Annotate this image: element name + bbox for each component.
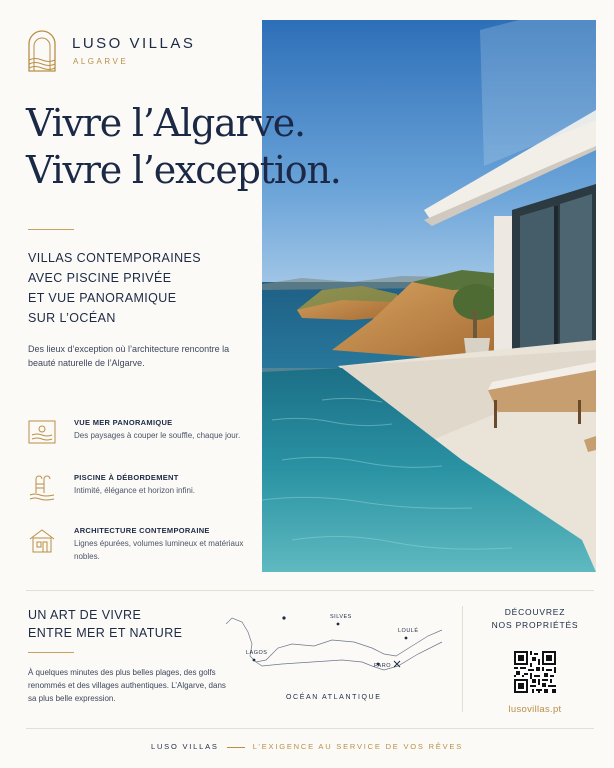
subheadline-line: AVEC PISCINE PRIVÉE: [28, 271, 172, 285]
vertical-divider: [462, 606, 463, 712]
map-ocean-label: OCÉAN ATLANTIQUE: [286, 694, 382, 701]
footer: [0, 742, 614, 751]
algarve-map: [222, 604, 448, 710]
gold-divider: [28, 229, 74, 230]
house-icon: [28, 526, 56, 554]
art-de-vivre-description: À quelques minutes des plus belles plages, des golfs renommés et des villages authentiques. L’Algarve, dans sa plus belle expression.: [28, 668, 226, 703]
headline: [26, 100, 341, 194]
map-town-loule: LOULÉ: [398, 628, 419, 634]
brand-region: ALGARVE: [73, 56, 129, 66]
feature-title: PISCINE À DÉBORDEMENT: [74, 473, 179, 482]
feature-description: Des paysages à couper le souffle, chaque jour.: [74, 431, 241, 440]
subheadline-line: SUR L’OCÉAN: [28, 311, 116, 325]
cta-heading: [480, 606, 590, 632]
art-title-line-2: ENTRE MER ET NATURE: [28, 626, 183, 640]
map-town-lagos: LAGOS: [246, 650, 268, 656]
footer-divider: [26, 728, 594, 729]
qr-code[interactable]: [514, 651, 556, 693]
subheadline-line: ET VUE PANORAMIQUE: [28, 291, 177, 305]
feature-description: Intimité, élégance et horizon infini.: [74, 486, 195, 495]
cta-line-2: NOS PROPRIÉTÉS: [491, 620, 579, 630]
website-link[interactable]: lusovillas.pt: [508, 704, 562, 715]
cta-line-1: DÉCOUVREZ: [504, 607, 566, 617]
feature-title: ARCHITECTURE CONTEMPORAINE: [74, 526, 210, 535]
brand-logo[interactable]: [26, 28, 195, 72]
footer-dash: [227, 747, 245, 748]
feature-title: VUE MER PANORAMIQUE: [74, 418, 173, 427]
headline-line-1: Vivre l’Algarve.: [26, 101, 305, 145]
logo-arch-icon: [26, 28, 58, 72]
intro-text: Des lieux d’exception où l’architecture rencontre la beauté naturelle de l’Algarve.: [28, 344, 230, 368]
footer-tagline: L’EXIGENCE AU SERVICE DE VOS RÊVES: [252, 742, 464, 751]
feature-description: Lignes épurées, volumes lumineux et matériaux nobles.: [74, 539, 244, 561]
panorama-view-icon: [28, 418, 56, 446]
map-town-faro: FARO: [374, 663, 391, 669]
gold-divider: [28, 652, 74, 653]
map-town-silves: SILVES: [330, 614, 352, 620]
section-divider: [26, 590, 594, 591]
subheadline-line: VILLAS CONTEMPORAINES: [28, 251, 202, 265]
brand-name: LUSO VILLAS: [72, 34, 196, 52]
art-title-line-1: UN ART DE VIVRE: [28, 608, 142, 622]
pool-ladder-icon: [28, 473, 56, 501]
subheadline: [28, 248, 258, 328]
headline-line-2: Vivre l’exception.: [26, 148, 341, 192]
footer-brand: LUSO VILLAS: [150, 742, 219, 751]
art-de-vivre-title: [28, 606, 182, 642]
